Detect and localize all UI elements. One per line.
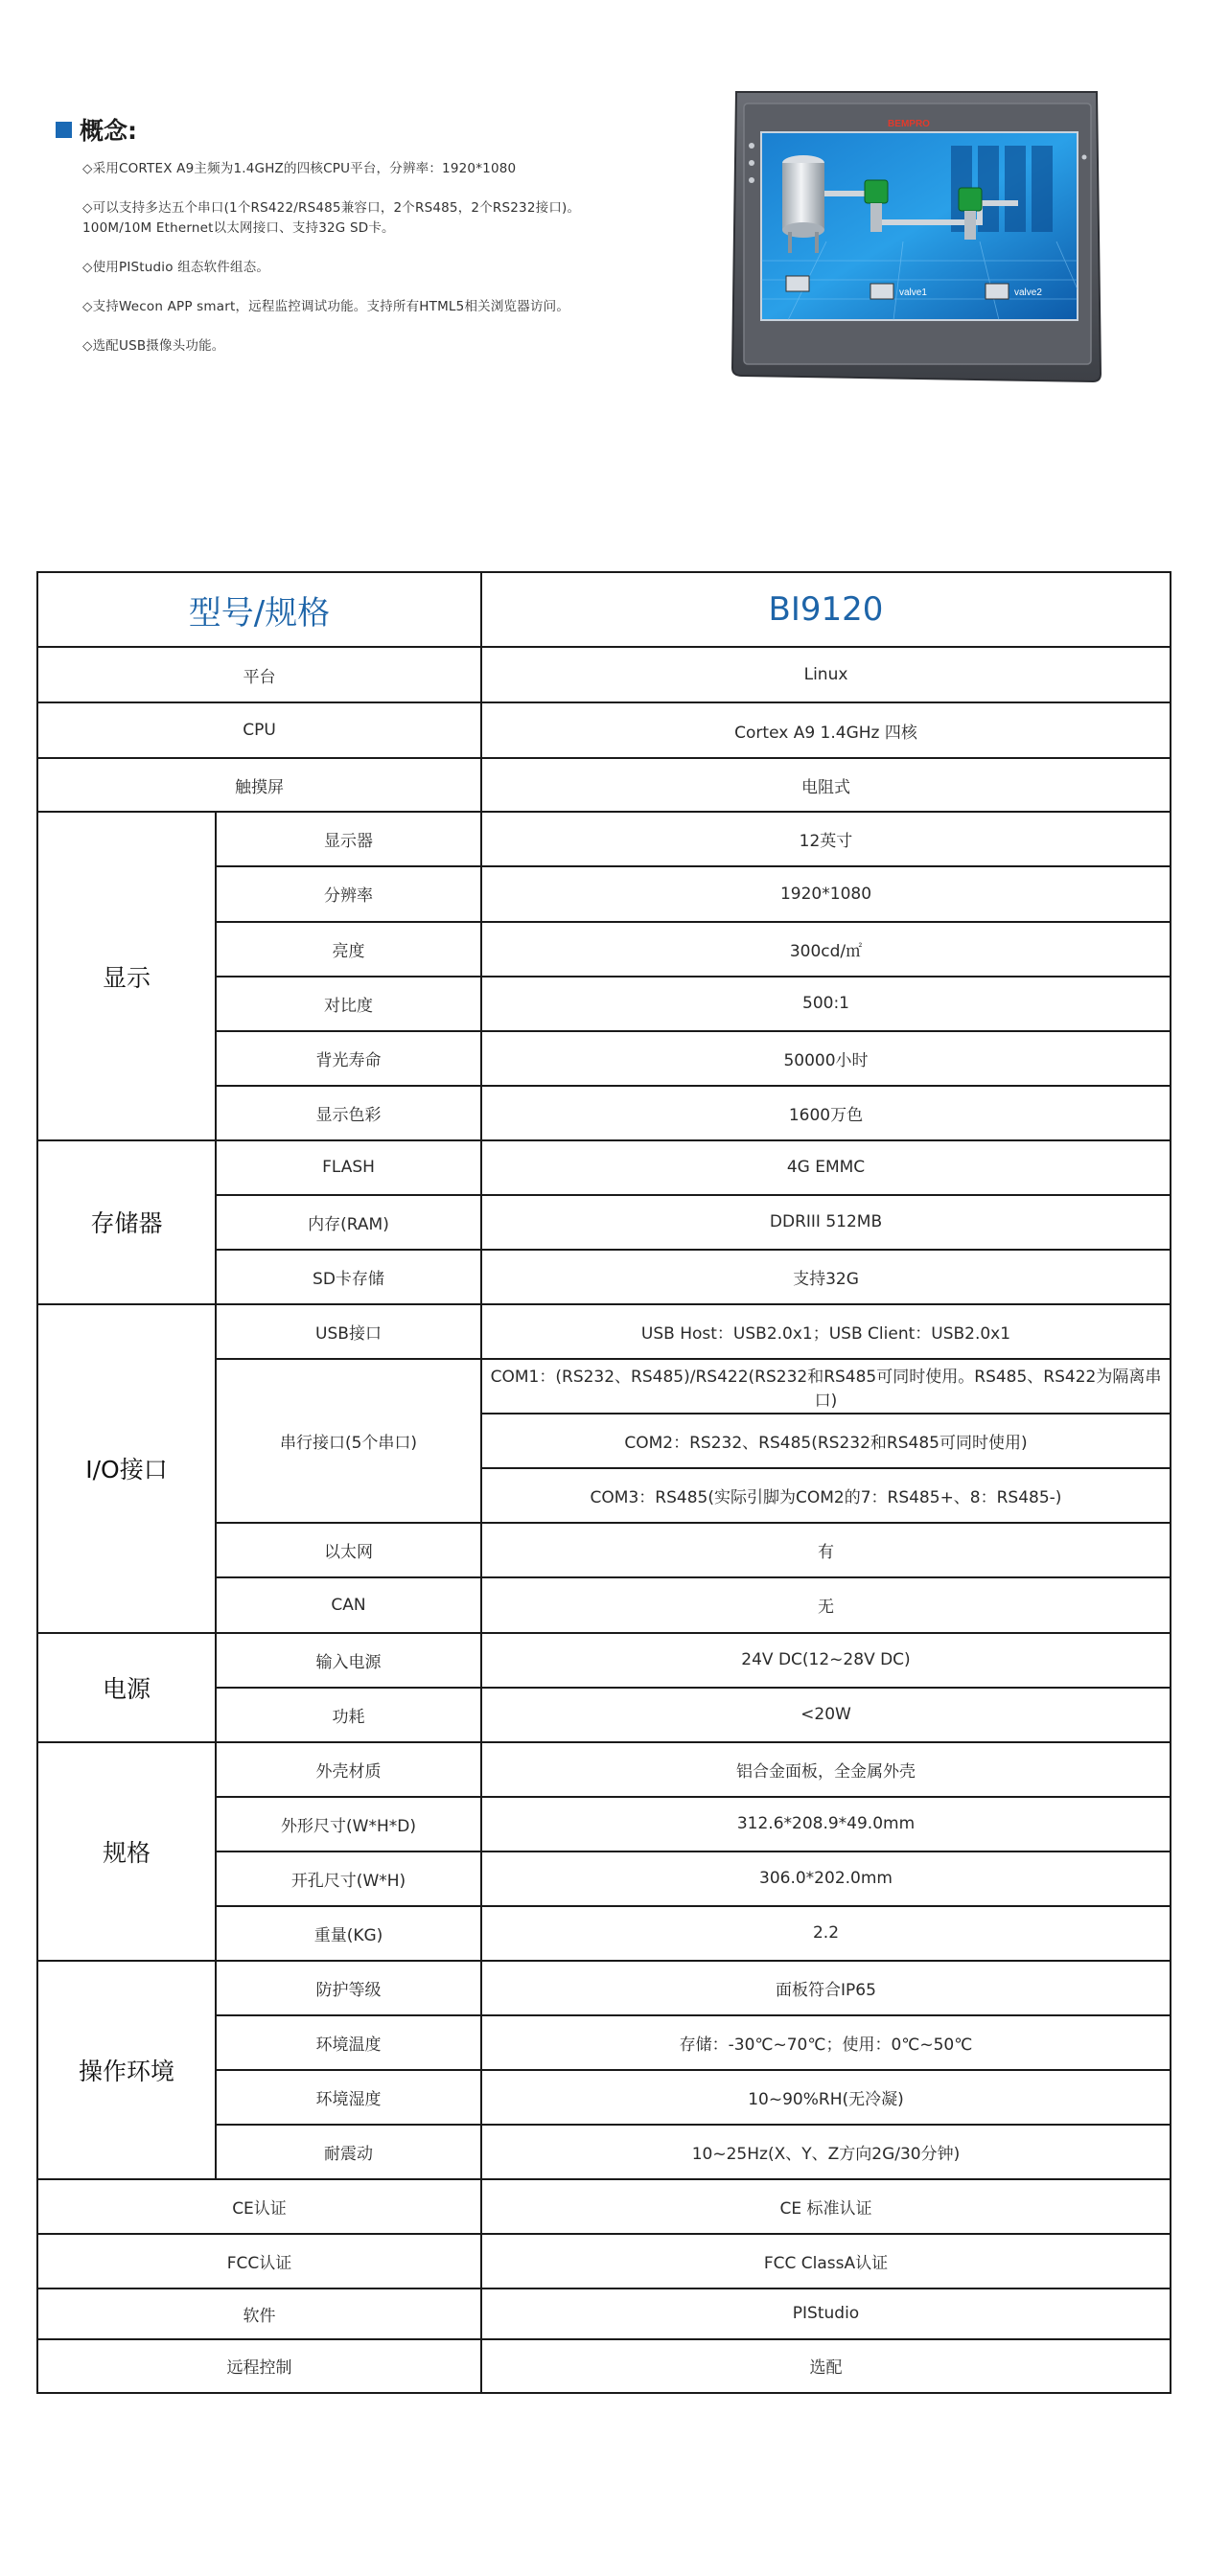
category-power: 电源: [37, 1633, 216, 1742]
row-value-com2: COM2：RS232、RS485(RS232和RS485可同时使用): [481, 1414, 1171, 1468]
row-value: 306.0*202.0mm: [481, 1852, 1171, 1906]
table-row: [37, 1140, 1171, 1195]
row-label: 触摸屏: [37, 758, 481, 812]
row-value: 1600万色: [481, 1086, 1171, 1140]
table-header-row: [37, 572, 1171, 647]
row-label: FLASH: [216, 1140, 481, 1195]
row-label: 外形尺寸(W*H*D): [216, 1797, 481, 1852]
row-label: 重量(KG): [216, 1906, 481, 1961]
category-io: I/O接口: [37, 1304, 216, 1632]
row-value: 2.2: [481, 1906, 1171, 1961]
row-label: 功耗: [216, 1688, 481, 1742]
spec-table: [36, 571, 1171, 2394]
row-label: 防护等级: [216, 1961, 481, 2015]
concept-heading: 概念:: [80, 117, 137, 145]
row-value: 50000小时: [481, 1031, 1171, 1086]
row-value: Linux: [481, 647, 1171, 702]
row-label: 串行接口(5个串口): [216, 1359, 481, 1523]
category-environment: 操作环境: [37, 1961, 216, 2179]
valve2-label: valve2: [1014, 288, 1042, 298]
row-label: 分辨率: [216, 866, 481, 921]
valve1-label: valve1: [899, 288, 927, 298]
table-row: [37, 2339, 1171, 2393]
row-label: 外壳材质: [216, 1742, 481, 1797]
row-value: 10~25Hz(X、Y、Z方向2G/30分钟): [481, 2125, 1171, 2179]
table-row: [37, 1961, 1171, 2015]
row-label: SD卡存储: [216, 1250, 481, 1304]
concept-list: [56, 159, 592, 356]
row-value: PIStudio: [481, 2288, 1171, 2338]
row-label: CE认证: [37, 2179, 481, 2234]
row-value: CE 标准认证: [481, 2179, 1171, 2234]
hmi-device-illustration: [731, 88, 1102, 387]
row-value: 500:1: [481, 977, 1171, 1031]
row-value: FCC ClassA认证: [481, 2234, 1171, 2288]
row-value: 面板符合IP65: [481, 1961, 1171, 2015]
category-display: 显示: [37, 812, 216, 1139]
row-label: 软件: [37, 2288, 481, 2338]
concept-item: ◇选配USB摄像头功能。: [82, 338, 225, 354]
row-label: 平台: [37, 647, 481, 702]
table-row: [37, 758, 1171, 812]
row-label: 远程控制: [37, 2339, 481, 2393]
row-label: 显示色彩: [216, 1086, 481, 1140]
concept-item: ◇使用PIStudio 组态软件组态。: [82, 260, 270, 275]
row-label: 耐震动: [216, 2125, 481, 2179]
row-value-com3: COM3：RS485(实际引脚为COM2的7：RS485+、8：RS485-): [481, 1468, 1171, 1523]
row-label: 输入电源: [216, 1633, 481, 1688]
row-label: 以太网: [216, 1523, 481, 1577]
table-row: [37, 812, 1171, 866]
row-value: 选配: [481, 2339, 1171, 2393]
row-value: 无: [481, 1577, 1171, 1632]
row-label: 显示器: [216, 812, 481, 866]
row-value: 312.6*208.9*49.0mm: [481, 1797, 1171, 1852]
header-model-spec: 型号/规格: [37, 572, 481, 647]
concept-section: [56, 113, 592, 376]
row-label: 环境湿度: [216, 2070, 481, 2125]
table-row: [37, 1742, 1171, 1797]
row-value: Cortex A9 1.4GHz 四核: [481, 702, 1171, 758]
row-label: 亮度: [216, 922, 481, 977]
concept-item: ◇支持Wecon APP smart，远程监控调试功能。支持所有HTML5相关浏览器访问。: [82, 299, 570, 314]
row-label: 背光寿命: [216, 1031, 481, 1086]
row-value: 铝合金面板，全金属外壳: [481, 1742, 1171, 1797]
row-label: 对比度: [216, 977, 481, 1031]
table-row: [37, 1633, 1171, 1688]
concept-title: [56, 113, 592, 146]
category-storage: 存储器: [37, 1140, 216, 1304]
concept-item: ◇采用CORTEX A9主频为1.4GHZ的四核CPU平台，分辨率：1920*1080: [82, 161, 517, 176]
row-value: 有: [481, 1523, 1171, 1577]
row-label: 开孔尺寸(W*H): [216, 1852, 481, 1906]
row-value: <20W: [481, 1688, 1171, 1742]
row-value-com1: COM1：(RS232、RS485)/RS422(RS232和RS485可同时使用。RS485、RS422为隔离串口): [481, 1359, 1171, 1414]
row-value: 10~90%RH(无冷凝): [481, 2070, 1171, 2125]
row-value: 电阻式: [481, 758, 1171, 812]
row-value: 24V DC(12~28V DC): [481, 1633, 1171, 1688]
row-label: 环境温度: [216, 2015, 481, 2070]
row-value: 4G EMMC: [481, 1140, 1171, 1195]
row-value: DDRIII 512MB: [481, 1195, 1171, 1250]
row-value: 300cd/㎡: [481, 922, 1171, 977]
table-row: [37, 2288, 1171, 2338]
header-model-number: BI9120: [481, 572, 1171, 647]
hmi-device-image: [731, 88, 1102, 387]
table-row: [37, 702, 1171, 758]
row-label: CAN: [216, 1577, 481, 1632]
table-row: [37, 2179, 1171, 2234]
row-value: 支持32G: [481, 1250, 1171, 1304]
table-row: [37, 1304, 1171, 1359]
row-value: 1920*1080: [481, 866, 1171, 921]
concept-item: ◇可以支持多达五个串口(1个RS422/RS485兼容口，2个RS485，2个RS232接口)。100M/10M Ethernet以太网接口、支持32G SD卡。: [82, 200, 581, 236]
category-spec: 规格: [37, 1742, 216, 1961]
row-label: CPU: [37, 702, 481, 758]
row-value: USB Host：USB2.0x1；USB Client：USB2.0x1: [481, 1304, 1171, 1359]
row-label: 内存(RAM): [216, 1195, 481, 1250]
device-brand-text: BEMPRO: [888, 119, 930, 129]
square-bullet-icon: [56, 122, 72, 138]
row-label: FCC认证: [37, 2234, 481, 2288]
row-label: USB接口: [216, 1304, 481, 1359]
table-row: [37, 2234, 1171, 2288]
row-value: 12英寸: [481, 812, 1171, 866]
table-row: [37, 647, 1171, 702]
row-value: 存储：-30℃~70℃；使用：0℃~50℃: [481, 2015, 1171, 2070]
